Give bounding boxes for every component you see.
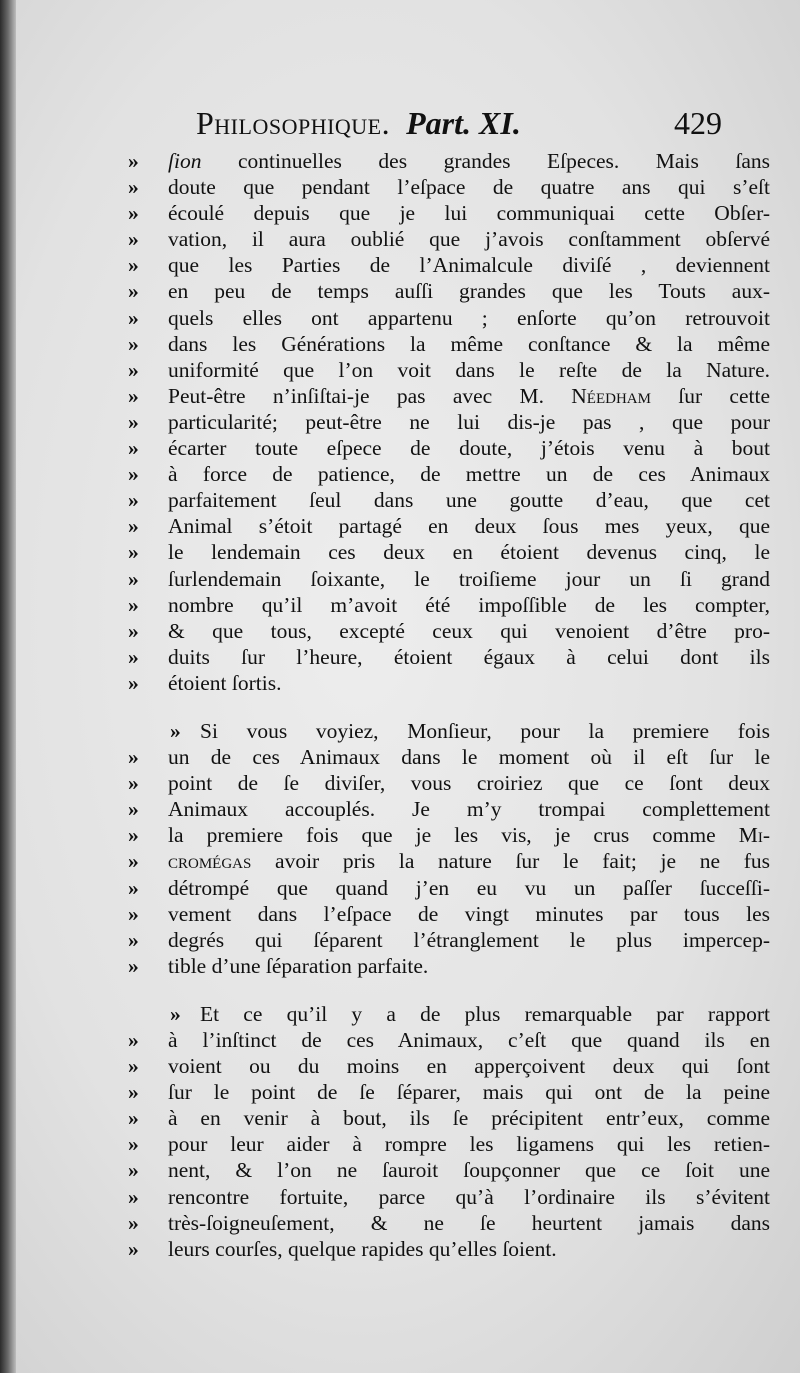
quote-mark: » <box>128 253 139 278</box>
page-number: 429 <box>674 105 722 141</box>
quote-mark: » <box>128 771 139 796</box>
text-line <box>128 383 770 409</box>
line-text <box>168 1053 770 1079</box>
quote-mark: » <box>128 1236 139 1261</box>
line-text <box>168 822 770 848</box>
running-header <box>196 100 796 146</box>
text-line <box>128 953 770 979</box>
text-segment: Peut-être n’inſiſtai-je pas avec M. <box>168 383 572 408</box>
text-segment: Animal s’étoit partagé en deux ſous mes yeux, que <box>168 514 770 539</box>
text-segment: quels elles ont appartenu ; enſorte qu’on retrouvoit <box>168 305 770 330</box>
text-segment: rencontre fortuite, parce qu’à l’ordinaire ils s’évitent <box>168 1184 770 1209</box>
text-line <box>128 566 770 592</box>
line-text <box>168 409 770 435</box>
text-line <box>128 1157 770 1183</box>
line-text <box>168 226 770 252</box>
quote-mark: » <box>128 1210 139 1235</box>
quote-mark: » <box>128 1106 139 1131</box>
text-segment: voient ou du moins en apperçoivent deux qui ſont <box>168 1054 770 1079</box>
text-line <box>128 252 770 278</box>
text-segment: le lendemain ces deux en étoient devenus cinq, le <box>168 540 770 565</box>
text-line <box>128 796 770 822</box>
line-text <box>168 487 770 513</box>
text-segment: point de ſe diviſer, vous croiriez que ce ſont deux <box>168 771 770 796</box>
text-line <box>128 305 770 331</box>
quote-mark: » <box>170 1001 181 1026</box>
text-line <box>128 770 770 796</box>
line-text <box>168 744 770 770</box>
quote-mark: » <box>128 462 139 487</box>
text-segment: écoulé depuis que je lui communiquai cette Obſer- <box>168 201 770 226</box>
quote-mark: » <box>128 383 139 408</box>
text-segment: la premiere fois que je les vis, je crus comme <box>168 823 739 848</box>
text-line <box>128 226 770 252</box>
text-line <box>128 822 770 848</box>
quote-mark: » <box>128 1132 139 1157</box>
text-segment: nombre qu’il m’avoit été impoſſible de les compter, <box>168 592 770 617</box>
line-text <box>168 148 770 174</box>
line-text <box>168 252 770 278</box>
line-text <box>168 1105 770 1131</box>
line-text <box>168 435 770 461</box>
text-segment: pour leur aider à rompre les ligamens qui les retien- <box>168 1132 770 1157</box>
text-segment: ſur cette <box>650 383 770 408</box>
text-line <box>128 1079 770 1105</box>
line-text <box>168 1184 770 1210</box>
line-text <box>168 513 770 539</box>
quote-mark: » <box>128 797 139 822</box>
quote-mark: » <box>128 1028 139 1052</box>
text-segment: parfaitement ſeul dans une goutte d’eau, que cet <box>168 488 770 513</box>
line-text <box>168 1131 770 1157</box>
line-text <box>168 1079 770 1105</box>
text-line <box>128 174 770 200</box>
quote-mark: » <box>128 540 139 565</box>
text-line <box>128 148 770 174</box>
quote-mark: » <box>128 566 139 591</box>
text-line <box>128 1131 770 1157</box>
quote-mark: » <box>128 1158 139 1183</box>
text-segment: très-ſoigneuſement, & ne ſe heurtent jamais dans <box>168 1210 770 1235</box>
text-segment: Si vous voyiez, Monſieur, pour la premiere fois <box>200 718 770 743</box>
text-segment: uniformité que l’on voit dans le reſte de la Nature. <box>168 357 770 382</box>
text-line <box>128 644 770 670</box>
text-segment: particularité; peut-être ne lui dis-je pas , que pour <box>168 409 770 434</box>
text-segment: Et ce qu’il y a de plus remarquable par rapport <box>200 1001 770 1026</box>
quote-mark: » <box>128 331 139 356</box>
text-segment: étoient ſortis. <box>168 670 282 695</box>
line-text <box>168 383 770 409</box>
line-text <box>168 1210 770 1236</box>
text-line <box>128 1027 770 1053</box>
line-text <box>168 1236 770 1262</box>
quote-mark: » <box>128 592 139 617</box>
text-segment: leurs courſes, quelque rapides qu’elles ſoient. <box>168 1236 557 1261</box>
quote-mark: » <box>128 201 139 226</box>
line-text <box>168 331 770 357</box>
line-text <box>168 875 770 901</box>
text-segment: un de ces Animaux dans le moment où il eſt ſur le <box>168 745 770 770</box>
paragraph-gap <box>128 696 770 718</box>
quote-mark: » <box>128 901 139 926</box>
line-text <box>168 848 770 874</box>
text-segment: tible d’une ſéparation parfaite. <box>168 953 429 978</box>
line-text <box>168 1157 770 1183</box>
quote-mark: » <box>128 305 139 330</box>
quote-mark: » <box>128 1080 139 1105</box>
text-line <box>128 461 770 487</box>
paragraph <box>128 1001 770 1262</box>
text-line <box>128 670 770 696</box>
text-line <box>128 1105 770 1131</box>
page-body <box>128 148 770 1262</box>
paragraph <box>128 718 770 979</box>
text-line <box>128 875 770 901</box>
line-text <box>168 618 770 644</box>
line-text <box>168 1027 770 1053</box>
text-line <box>128 848 770 874</box>
paragraph-gap <box>128 979 770 1001</box>
quote-mark: » <box>170 718 181 743</box>
quote-mark: » <box>128 175 139 200</box>
text-line <box>128 718 770 744</box>
text-segment: vation, il aura oublié que j’avois conſtamment obſervé <box>168 227 770 252</box>
line-text <box>168 670 770 696</box>
line-text <box>168 566 770 592</box>
quote-mark: » <box>128 357 139 382</box>
quote-mark: » <box>128 670 139 695</box>
line-text <box>168 174 770 200</box>
line-text <box>168 592 770 618</box>
quote-mark: » <box>128 149 139 173</box>
part-label: Part. XI. <box>406 105 521 141</box>
text-segment: que les Parties de l’Animalcule diviſé , deviennent <box>168 253 770 278</box>
text-segment: ſurlendemain ſoixante, le troiſieme jour un ſi grand <box>168 566 770 591</box>
line-text <box>200 1001 770 1027</box>
line-text <box>168 357 770 383</box>
quote-mark: » <box>128 927 139 952</box>
text-segment: cromégas <box>168 849 252 874</box>
text-line <box>128 1053 770 1079</box>
quote-mark: » <box>128 227 139 252</box>
text-line <box>128 1210 770 1236</box>
quote-mark: » <box>128 409 139 434</box>
text-segment: Mi- <box>738 823 770 848</box>
text-line <box>128 539 770 565</box>
text-segment: écarter toute eſpece de doute, j’étois venu à bout <box>168 436 770 461</box>
line-text <box>168 796 770 822</box>
paragraph <box>128 148 770 696</box>
text-segment: avoir pris la nature ſur le fait; je ne fus <box>251 849 770 874</box>
quote-mark: » <box>128 823 139 848</box>
text-segment: doute que pendant l’eſpace de quatre ans qui s’eſt <box>168 175 770 200</box>
text-line <box>128 331 770 357</box>
line-text <box>168 644 770 670</box>
line-text <box>200 718 770 744</box>
text-line <box>128 927 770 953</box>
text-segment: détrompé que quand j’en eu vu un paſſer ſucceſſi- <box>168 875 770 900</box>
line-text <box>168 770 770 796</box>
text-segment: ſur le point de ſe ſéparer, mais qui ont de la peine <box>168 1080 770 1105</box>
text-segment: à force de patience, de mettre un de ces Animaux <box>168 462 770 487</box>
line-text <box>168 953 770 979</box>
text-line <box>128 357 770 383</box>
text-segment: Néedham <box>571 383 651 408</box>
line-text <box>168 200 770 226</box>
text-line <box>128 278 770 304</box>
line-text <box>168 539 770 565</box>
text-line <box>128 618 770 644</box>
text-line <box>128 435 770 461</box>
quote-mark: » <box>128 279 139 304</box>
text-line <box>128 901 770 927</box>
quote-mark: » <box>128 1184 139 1209</box>
quote-mark: » <box>128 1054 139 1079</box>
text-segment: à l’inſtinct de ces Animaux, c’eſt que quand ils en <box>168 1028 770 1052</box>
text-line <box>128 744 770 770</box>
quote-mark: » <box>128 644 139 669</box>
text-segment: degrés qui ſéparent l’étranglement le plus impercep- <box>168 927 770 952</box>
page-binding-edge <box>0 0 16 1373</box>
text-line <box>128 1184 770 1210</box>
line-text <box>168 305 770 331</box>
text-line <box>128 487 770 513</box>
line-text <box>168 278 770 304</box>
text-segment: & que tous, excepté ceux qui venoient d’être pro- <box>168 618 770 643</box>
text-segment: nent, & l’on ne ſauroit ſoupçonner que ce ſoit une <box>168 1158 770 1183</box>
line-text <box>168 461 770 487</box>
text-segment: vement dans l’eſpace de vingt minutes par tous les <box>168 901 770 926</box>
text-segment: ſion <box>168 149 202 173</box>
text-segment: en peu de temps auſſi grandes que les Touts aux- <box>168 279 770 304</box>
quote-mark: » <box>128 745 139 770</box>
text-segment: continuelles des grandes Eſpeces. Mais ſans <box>201 149 770 173</box>
quote-mark: » <box>128 849 139 874</box>
quote-mark: » <box>128 514 139 539</box>
text-segment: Animaux accouplés. Je m’y trompai complettement <box>168 797 770 822</box>
text-line <box>128 1001 770 1027</box>
text-line <box>128 1236 770 1262</box>
text-segment: dans les Générations la même conſtance & la même <box>168 331 770 356</box>
text-line <box>128 513 770 539</box>
line-text <box>168 901 770 927</box>
running-title: Philosophique. <box>196 105 391 141</box>
text-line <box>128 592 770 618</box>
quote-mark: » <box>128 875 139 900</box>
line-text <box>168 927 770 953</box>
quote-mark: » <box>128 488 139 513</box>
text-line <box>128 200 770 226</box>
quote-mark: » <box>128 436 139 461</box>
text-segment: à en venir à bout, ils ſe précipitent entr’eux, comme <box>168 1106 770 1131</box>
quote-mark: » <box>128 953 139 978</box>
text-segment: duits ſur l’heure, étoient égaux à celui dont ils <box>168 644 770 669</box>
text-line <box>128 409 770 435</box>
quote-mark: » <box>128 618 139 643</box>
